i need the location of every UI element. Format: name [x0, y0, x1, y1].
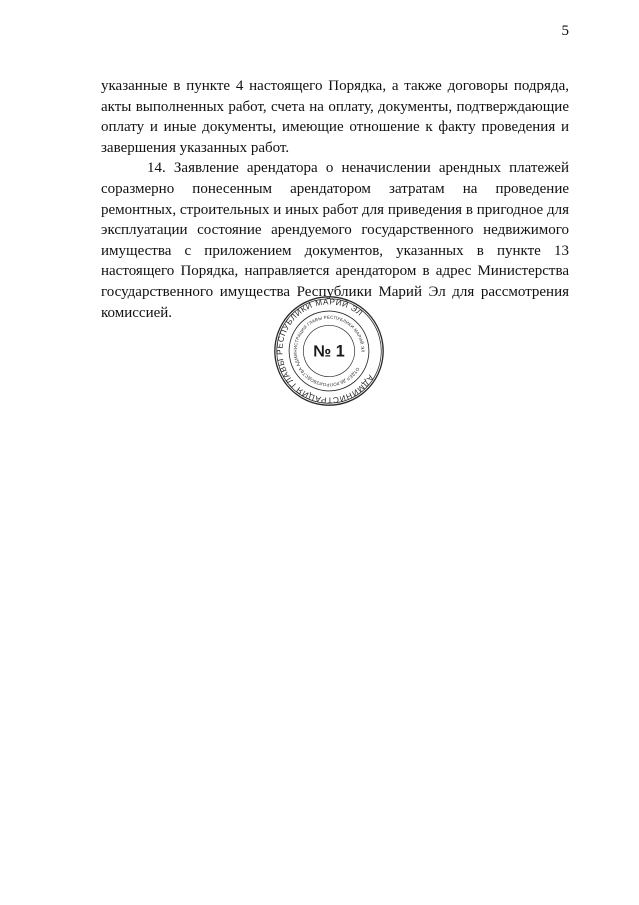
stamp-inner-text: ОТДЕЛ ДЕЛОПРОИЗВОДСТВА АДМИНИСТРАЦИИ ГЛАВЫ РЕСПУБЛИКИ МАРИЙ ЭЛ	[292, 314, 366, 388]
page-number: 5	[561, 23, 569, 39]
paragraph-continuation: указанные в пункте 4 настоящего Порядка, а также договоры подряда, акты выполненных работ, счета на оплату, документы, подтверждающие оплату и иные документы, имеющие отношение к факту проведения и завершения указанных работ.	[101, 78, 569, 156]
official-stamp	[272, 294, 386, 408]
stamp-seal-icon	[272, 294, 386, 408]
stamp-outer-text: АДМИНИСТРАЦИЯ ГЛАВЫ РЕСПУБЛИКИ МАРИЙ ЭЛ	[275, 297, 376, 405]
document-body	[101, 76, 569, 323]
stamp-center-number: № 1	[313, 342, 345, 361]
paragraph-14: 14. Заявление арендатора о неначислении арендных платежей соразмерно понесенным арендатором затратам на проведение ремонтных, строительных и иных работ для приведения в пригодное для эксплуатации состояние арендуемого государственного недвижимого имущества с приложением документов, указанных в пункте 13 настоящего Порядка, направляется арендатором в адрес Министерства государственного имущества Республики Марий Эл для рассмотрения комиссией.	[101, 160, 569, 321]
